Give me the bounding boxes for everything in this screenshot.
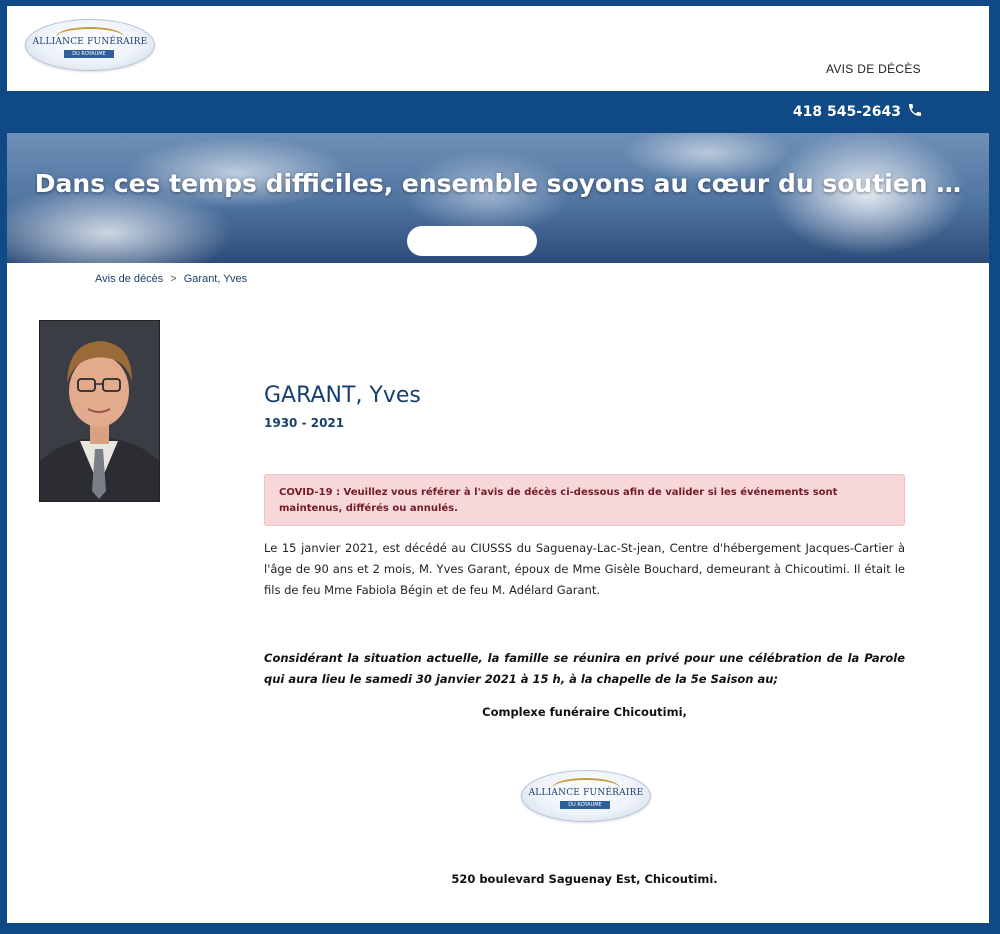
breadcrumb-home-link[interactable]: Avis de décès [95, 273, 164, 285]
hero-button[interactable] [407, 226, 537, 256]
deceased-name: GARANT, Yves [264, 383, 421, 408]
venue-address: 520 boulevard Saguenay Est, Chicoutimi. [451, 872, 718, 886]
phone-icon[interactable] [907, 102, 923, 118]
deceased-photo [39, 320, 160, 502]
deceased-years: 1930 - 2021 [264, 416, 345, 430]
venue-name: Complexe funéraire Chicoutimi, [482, 705, 687, 719]
logo-subtext: DU ROYAUME [64, 50, 114, 58]
hero-banner [7, 133, 989, 263]
logo-text: ALLIANCE FUNÉRAIRE [528, 788, 644, 798]
site-header [7, 6, 989, 91]
covid-alert: COVID-19 : Veuillez vous référer à l'avis de décès ci-dessous afin de valider si les événements sont maintenus, différés ou annulés. [264, 474, 905, 526]
breadcrumb [95, 273, 247, 285]
logo-subtext: DU ROYAUME [560, 801, 610, 809]
page-frame [7, 6, 989, 923]
obituary-paragraph: Le 15 janvier 2021, est décédé au CIUSSS du Saguenay-Lac-St-jean, Centre d'hébergement Jacques-Cartier à l'âge de 90 ans et 2 mois, M. Yves Garant, époux de Mme Gisèle Bouchard, demeurant à Chicoutimi. Il était le fils de feu Mme Fabiola Bégin et de feu M. Adélard Garant. [264, 541, 905, 597]
contact-bar [7, 91, 989, 133]
nav-obituaries-link[interactable]: AVIS DE DÉCÈS [825, 62, 921, 76]
breadcrumb-current[interactable]: Garant, Yves [183, 273, 248, 285]
portrait-illustration [40, 321, 159, 501]
hero-title: Dans ces temps difficiles, ensemble soyons au cœur du soutien … [34, 169, 962, 198]
phone-number[interactable]: 418 545-2643 [792, 104, 901, 120]
logo-text: ALLIANCE FUNÉRAIRE [32, 37, 148, 47]
ceremony-notice: Considérant la situation actuelle, la famille se réunira en privé pour une célébration de la Parole qui aura lieu le samedi 30 janvier 2021 à 15 h, à la chapelle de la 5e Saison au; [264, 651, 905, 686]
breadcrumb-separator: > [170, 273, 177, 285]
site-logo[interactable] [25, 19, 155, 71]
venue-logo [521, 770, 651, 822]
